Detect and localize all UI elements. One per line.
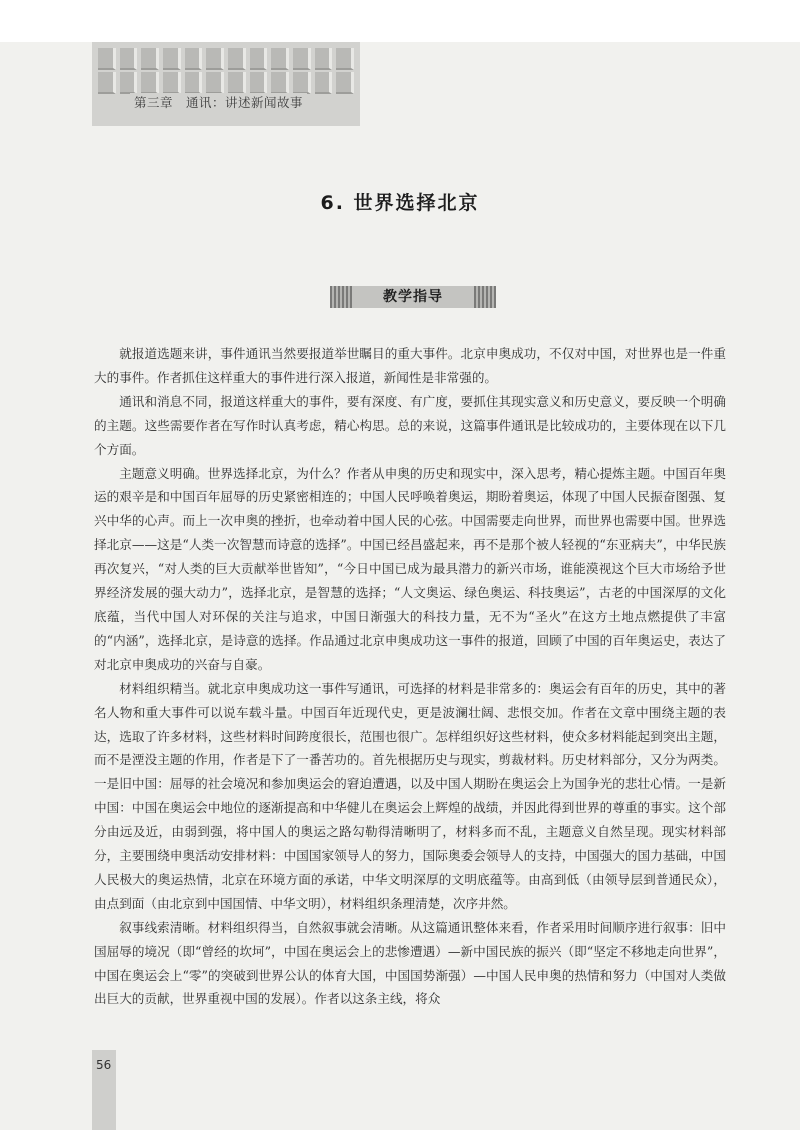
section-title: 教学指导 (352, 286, 474, 308)
paragraph: 通讯和消息不同，报道这样重大的事件，要有深度、有广度，要抓住其现实意义和历史意义，要反映一个明确的主题。这些需要作者在写作时认真考虑，精心构思。总的来说，这篇事件通讯是比较成功的，主要体现在以下几个方面。 (94, 393, 726, 457)
chapter-heading: 第三章 通讯：讲述新闻故事 (130, 93, 307, 111)
paragraph: 叙事线索清晰。材料组织得当，自然叙事就会清晰。从这篇通讯整体来看，作者采用时间顺序进行叙事：旧中国屈辱的境况（即“曾经的坎坷”，中国在奥运会上的悲惨遭遇）—新中国民族的振兴（即“坚定不移地走向世界”，中国在奥运会上“零”的突破到世界公认的体育大国，中国国势渐强）—中国人民申奥的热情和努力（中国对人类做出巨大的贡献，世界重视中国的发展）。作者以这条主线，将众 (94, 919, 726, 1007)
section-banner (330, 286, 496, 308)
book-page (0, 42, 800, 1130)
paragraph: 就报道选题来讲，事件通讯当然要报道举世瞩目的重大事件。北京申奥成功，不仅对中国，对世界也是一件重大的事件。作者抓住这样重大的事件进行深入报道，新闻性是非常强的。 (94, 346, 726, 385)
decoration-row-bottom (98, 72, 354, 94)
page-number: 56 (96, 1058, 112, 1072)
paragraph: 材料组织精当。就北京申奥成功这一事件写通讯，可选择的材料是非常多的：奥运会有百年的历史，其中的著名人物和重大事件可以说车载斗量。中国百年近现代史，更是波澜壮阔、悲恨交加。作者在文章中围绕主题的表达，选取了许多材料，这些材料时间跨度很长，范围也很广。怎样组织好这些材料，使众多材料能起到突出主题，而不是湮没主题的作用，作者是下了一番苦功的。首先根据历史与现实，剪裁材料。历史材料部分，又分为两类。一是旧中国：屈辱的社会境况和参加奥运会的窘迫遭遇，以及中国人期盼在奥运会上为国争光的悲壮心情。一是新中国：中国在奥运会中地位的逐渐提高和中华健儿在奥运会上辉煌的战绩，并因此得到世界的尊重的事实。这个部分由远及近，由弱到强，将中国人的奥运之路勾勒得清晰明了，材料多而不乱，主题意义自然呈现。现实材料部分，主要围绕申奥活动安排材料：中国国家领导人的努力，国际奥委会领导人的支持，中国强大的国力基础，中国人民极大的奥运热情，北京在环境方面的承诺，中华文明深厚的文明底蕴等。由高到低（由领导层到普通民众），由点到面（由北京到中国国情、中华文明），材料组织条理清楚，次序井然。 (94, 680, 726, 911)
paragraph: 主题意义明确。世界选择北京，为什么？作者从申奥的历史和现实中，深入思考，精心提炼主题。中国百年奥运的艰辛是和中国百年屈辱的历史紧密相连的；中国人民呼唤着奥运，期盼着奥运，体现了中国人民振奋图强、复兴中华的心声。而上一次申奥的挫折，也牵动着中国人民的心弦。中国需要走向世界，而世界也需要中国。世界选择北京——这是“人类一次智慧而诗意的选择”。中国已经昌盛起来，再不是那个被人轻视的“东亚病夫”，中华民族再次复兴，“对人类的巨大贡献举世皆知”，“今日中国已成为最具潜力的新兴市场，谁能漠视这个巨大市场给予世界经济发展的强大动力”，选择北京，是智慧的选择；“人文奥运、绿色奥运、科技奥运”，古老的中国深厚的文化底蕴，当代中国人对环保的关注与追求，中国日渐强大的科技力量，无不为“圣火”在这方土地点燃提供了丰富的“内涵”，选择北京，是诗意的选择。作品通过北京申奥成功这一事件的报道，回顾了中国的百年奥运史，表达了对北京申奥成功的兴奋与自豪。 (94, 465, 726, 672)
lesson-title: 6. 世界选择北京 (320, 192, 480, 214)
decoration-row-top (98, 48, 354, 70)
header-decoration (92, 42, 360, 126)
body-text (94, 342, 726, 1011)
